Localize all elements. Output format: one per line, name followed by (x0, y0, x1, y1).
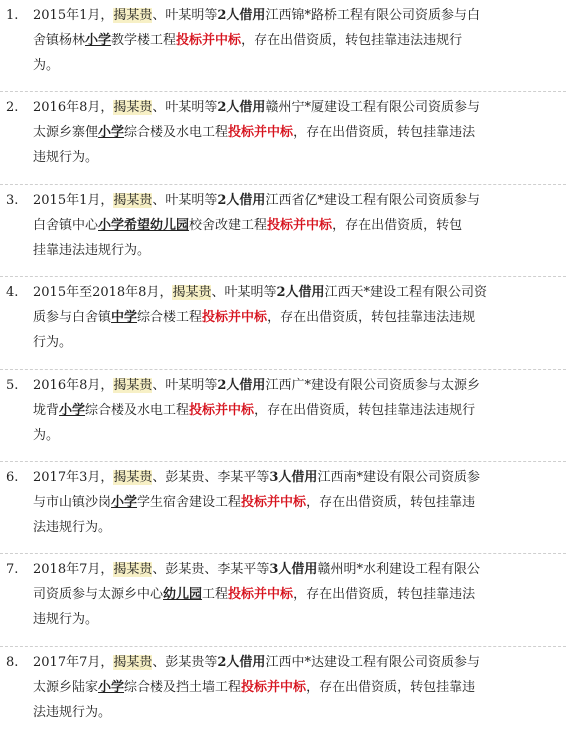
borrower-count-bold: 2人借用 (217, 192, 266, 208)
bid-status-highlight: 投标并中标 (228, 125, 294, 141)
borrower-count-bold: 2人借用 (217, 8, 266, 23)
text-segment: 江西南*建设有限公司资质参 (317, 470, 480, 485)
item-text-line (33, 466, 566, 490)
item-text-line (33, 608, 566, 632)
person-name-highlight: 揭某贵 (113, 654, 153, 670)
list-item (0, 92, 566, 184)
borrower-count-bold: 2人借用 (276, 285, 325, 301)
text-segment: 2015年至2018年8月， (33, 285, 173, 301)
item-text-line (33, 214, 566, 238)
text-segment: 法违规行为。 (33, 520, 112, 535)
item-text-line (33, 29, 566, 53)
bid-status-highlight: 投标并中标 (241, 679, 307, 695)
text-segment: 教学楼工程 (111, 33, 177, 48)
school-name-underline: 小学 (59, 402, 86, 418)
text-segment: 江西中*达建设工程有限公司资质参与 (265, 654, 480, 670)
school-name-underline: 中学 (111, 310, 138, 326)
text-segment: 、叶某明等 (211, 285, 277, 301)
item-number: 2. (6, 100, 19, 116)
item-text-line (33, 491, 566, 515)
text-segment: 2016年8月， (33, 100, 114, 116)
list-item (0, 0, 566, 92)
text-segment: 与市山镇沙岗 (33, 495, 112, 510)
list-item (0, 277, 566, 369)
item-number: 8. (6, 654, 19, 670)
person-name-highlight: 揭某贵 (113, 8, 153, 23)
bid-status-highlight: 投标并中标 (228, 587, 294, 603)
text-segment: ，存在出借资质，转包挂靠违法 (293, 125, 476, 141)
text-segment: 法违规行为。 (33, 704, 112, 720)
text-segment: 、叶某明等 (152, 8, 218, 23)
text-segment: 、叶某明等 (152, 192, 218, 208)
text-segment: 舍镇杨林 (33, 33, 86, 48)
text-segment: 质参与白舍镇 (33, 310, 112, 326)
text-segment: ，存在出借资质，转包挂靠违法违规行 (241, 33, 463, 48)
text-segment: 赣州明*水利建设工程有限公 (317, 562, 480, 578)
person-name-highlight: 揭某贵 (113, 470, 153, 485)
text-segment: ，存在出借资质，转包 (332, 217, 463, 233)
text-segment: 2015年1月， (33, 8, 114, 23)
school-name-underline: 小学 (98, 679, 125, 695)
text-segment: ，存在出借资质，转包挂靠违法违规行 (254, 402, 476, 418)
item-text-line (33, 424, 566, 448)
bid-status-highlight: 投标并中标 (267, 217, 333, 233)
person-name-highlight: 揭某贵 (113, 377, 153, 393)
item-text-line (33, 331, 566, 355)
item-number: 6. (6, 470, 19, 485)
school-name-underline: 小学 (85, 33, 112, 48)
item-text-line (33, 701, 566, 725)
school-name-underline: 幼儿园 (163, 587, 203, 603)
text-segment: 赣州宁*厦建设工程有限公司资质参与 (265, 100, 480, 116)
text-segment: 、彭某贵、李某平等 (152, 562, 270, 578)
item-number: 3. (6, 192, 19, 208)
item-text-line (33, 146, 566, 170)
text-segment: 综合楼工程 (137, 310, 203, 326)
text-segment: 2017年3月， (33, 470, 114, 485)
person-name-highlight: 揭某贵 (113, 100, 153, 116)
text-segment: 垅背 (33, 402, 60, 418)
borrower-count-bold: 3人借用 (269, 470, 318, 485)
text-segment: 为。 (33, 427, 60, 443)
text-segment: 白舍镇中心 (33, 217, 99, 233)
item-text-line (33, 651, 566, 675)
item-text-line (33, 96, 566, 120)
text-segment: 2016年8月， (33, 377, 114, 393)
item-number: 4. (6, 285, 19, 301)
text-segment: 为。 (33, 58, 60, 73)
borrower-count-bold: 2人借用 (217, 377, 266, 393)
item-text-line (33, 676, 566, 700)
text-segment: ，存在出借资质，转包挂靠违法违规 (267, 310, 476, 326)
text-segment: 校舍改建工程 (189, 217, 268, 233)
text-segment: 、叶某明等 (152, 377, 218, 393)
text-segment: 综合楼及水电工程 (85, 402, 190, 418)
item-number: 7. (6, 562, 19, 578)
bid-status-highlight: 投标并中标 (176, 33, 242, 48)
person-name-highlight: 揭某贵 (113, 562, 153, 578)
text-segment: 挂靠违法违规行为。 (33, 242, 151, 258)
text-segment: 学生宿舍建设工程 (137, 495, 242, 510)
item-text-line (33, 306, 566, 330)
text-segment: 综合楼及水电工程 (124, 125, 229, 141)
text-segment: 行为。 (33, 335, 73, 351)
list-item (0, 462, 566, 554)
item-text-line (33, 558, 566, 582)
text-segment: 工程 (202, 587, 229, 603)
text-segment: 综合楼及挡土墙工程 (124, 679, 242, 695)
person-name-highlight: 揭某贵 (172, 285, 212, 301)
text-segment: 司资质参与太源乡中心 (33, 587, 164, 603)
borrower-count-bold: 2人借用 (217, 100, 266, 116)
text-segment: 违规行为。 (33, 612, 99, 628)
list-item (0, 554, 566, 646)
text-segment: 太源乡陆家 (33, 679, 99, 695)
item-text-line (33, 516, 566, 540)
bid-status-highlight: 投标并中标 (202, 310, 268, 326)
text-segment: 江西省亿*建设工程有限公司资质参与 (265, 192, 480, 208)
text-segment: 2015年1月， (33, 192, 114, 208)
item-number: 1. (6, 8, 19, 23)
text-segment: 、彭某贵等 (152, 654, 218, 670)
text-segment: 江西锦*路桥工程有限公司资质参与白 (265, 8, 480, 23)
list-item (0, 647, 566, 739)
school-name-underline: 小学 (98, 125, 125, 141)
text-segment: 2017年7月， (33, 654, 114, 670)
borrower-count-bold: 3人借用 (269, 562, 318, 578)
item-text-line (33, 189, 566, 213)
item-text-line (33, 583, 566, 607)
text-segment: ，存在出借资质，转包挂靠违法 (293, 587, 476, 603)
text-segment: ，存在出借资质，转包挂靠违 (306, 679, 476, 695)
item-text-line (33, 121, 566, 145)
text-segment: 2018年7月， (33, 562, 114, 578)
bid-status-highlight: 投标并中标 (241, 495, 307, 510)
item-text-line (33, 239, 566, 263)
school-name-underline: 小学希望幼儿园 (98, 217, 190, 233)
text-segment: 太源乡寨俚 (33, 125, 99, 141)
item-text-line (33, 374, 566, 398)
list-item (0, 185, 566, 277)
text-segment: 违规行为。 (33, 150, 99, 166)
item-text-line (33, 281, 566, 305)
text-segment: 、叶某明等 (152, 100, 218, 116)
text-segment: ，存在出借资质，转包挂靠违 (306, 495, 476, 510)
borrower-count-bold: 2人借用 (217, 654, 266, 670)
item-text-line (33, 4, 566, 28)
text-segment: 江西广*建设有限公司资质参与太源乡 (265, 377, 480, 393)
person-name-highlight: 揭某贵 (113, 192, 153, 208)
list-item (0, 370, 566, 462)
text-segment: 江西天*建设工程有限公司资 (324, 285, 488, 301)
item-number: 5. (6, 377, 19, 393)
item-text-line (33, 399, 566, 423)
item-text-line (33, 54, 566, 78)
school-name-underline: 小学 (111, 495, 138, 510)
bid-status-highlight: 投标并中标 (189, 402, 255, 418)
text-segment: 、彭某贵、李某平等 (152, 470, 270, 485)
